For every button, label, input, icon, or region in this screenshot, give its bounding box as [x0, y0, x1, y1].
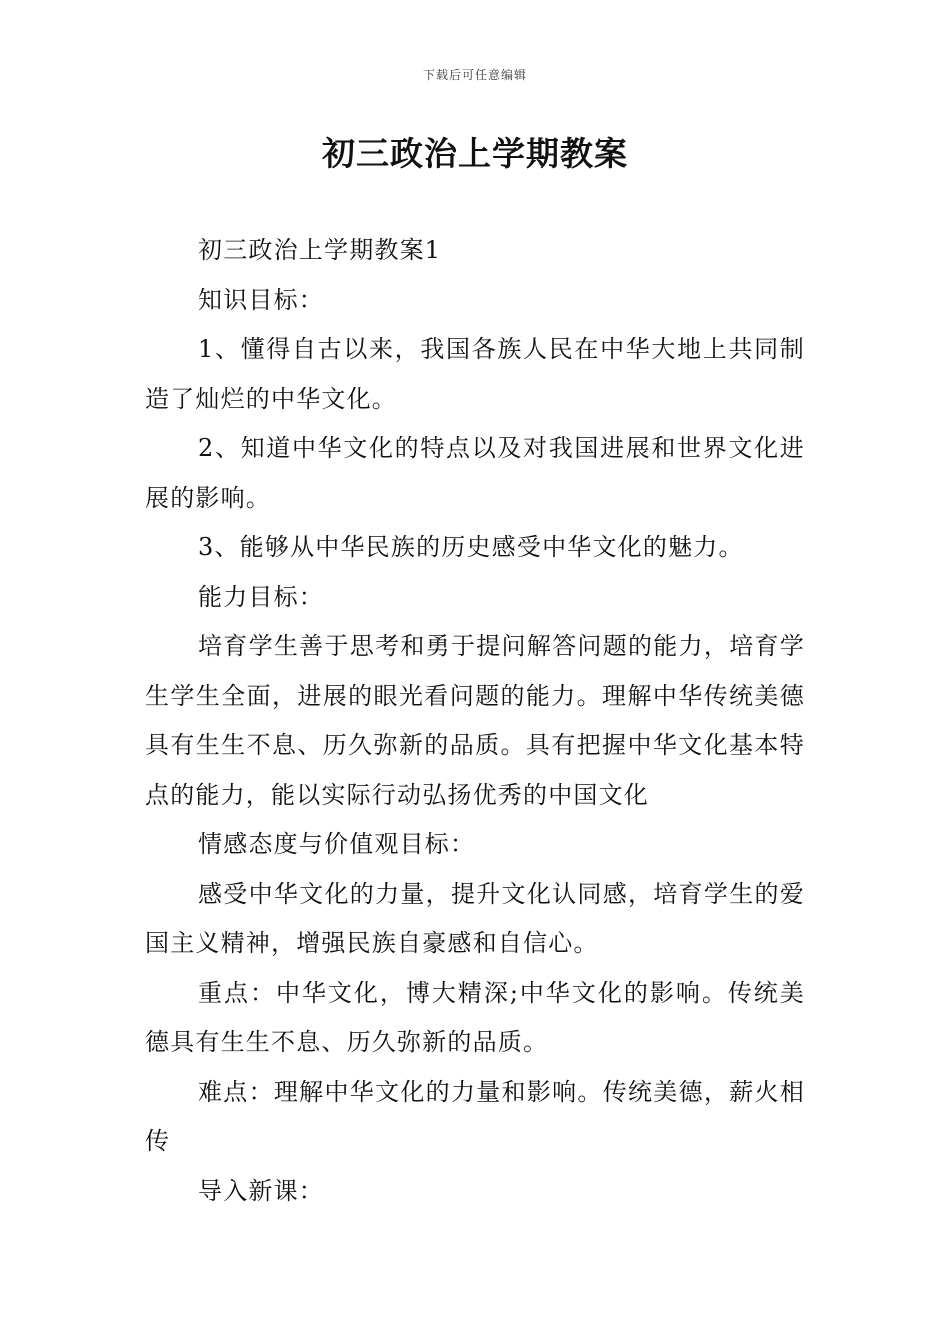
paragraph-emotion-body: 感受中华文化的力量，提升文化认同感，培育学生的爱国主义精神，增强民族自豪感和自信心。: [145, 879, 805, 957]
paragraph-subtitle: 初三政治上学期教案1: [198, 236, 442, 264]
paragraph-knowledge-heading: 知识目标：: [198, 285, 324, 314]
paragraph-key-points: 重点：中华文化，博大精深;中华文化的影响。传统美德具有生生不息、历久弥新的品质。: [145, 978, 805, 1056]
paragraph-ability-heading: 能力目标：: [198, 582, 324, 611]
paragraph-knowledge-3: 3、能够从中华民族的历史感受中华文化的魅力。: [198, 533, 744, 561]
paragraph-knowledge-2: 2、知道中华文化的特点以及对我国进展和世界文化进展的影响。: [145, 434, 805, 512]
paragraph-knowledge-1: 1、懂得自古以来，我国各族人民在中华大地上共同制造了灿烂的中华文化。: [145, 335, 805, 413]
paragraph-ability-body: 培育学生善于思考和勇于提问解答问题的能力，培育学生学生全面，进展的眼光看问题的能力。理解中华传统美德具有生生不息、历久弥新的品质。具有把握中华文化基本特点的能力，能以实际行动弘扬优秀的中国文化: [145, 632, 805, 809]
paragraph-emotion-heading: 情感态度与价值观目标：: [198, 830, 476, 858]
document-body: [145, 226, 805, 1216]
document-title: 初三政治上学期教案: [322, 134, 628, 173]
paragraph-difficulties: 难点：理解中华文化的力量和影响。传统美德，薪火相传: [145, 1077, 805, 1155]
header-note: 下载后可任意编辑: [422, 68, 527, 82]
paragraph-intro-heading: 导入新课：: [198, 1176, 324, 1205]
